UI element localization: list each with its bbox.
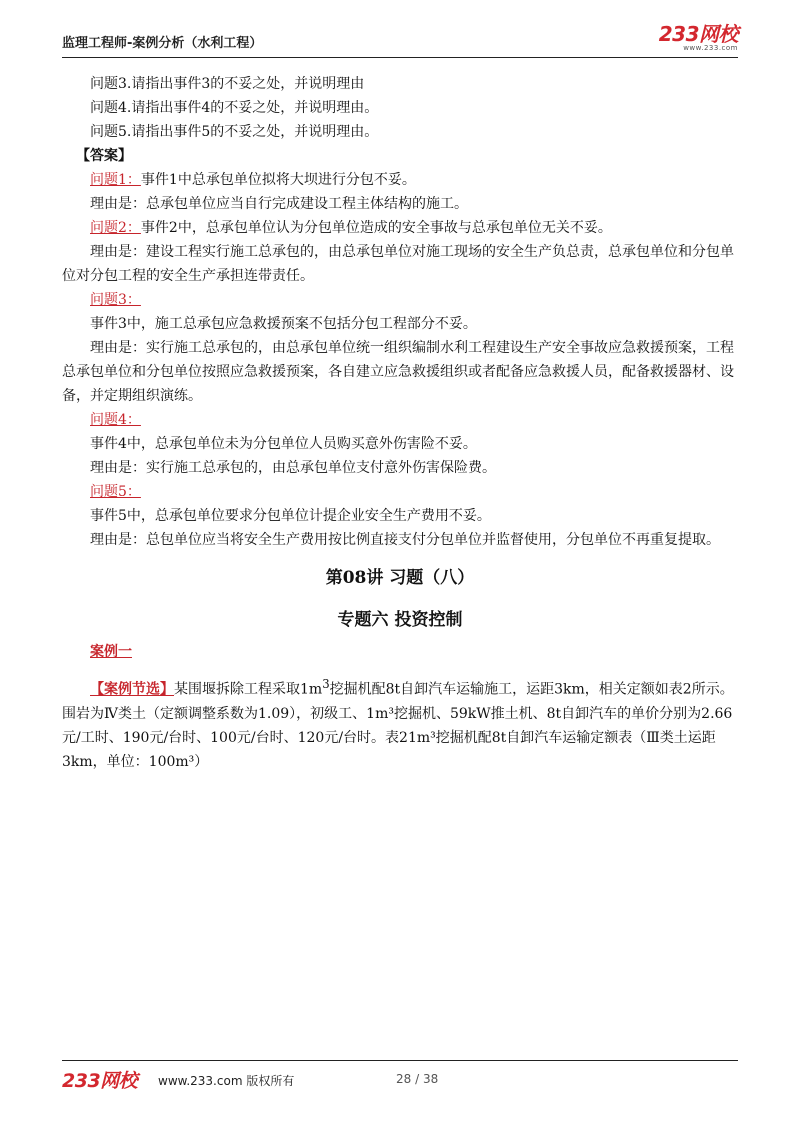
question-4: 问题4.请指出事件4的不妥之处，并说明理由。 bbox=[90, 100, 379, 116]
case-text-part-1: 某围堰拆除工程采取1m bbox=[174, 681, 323, 698]
answer-4-label: 问题4： bbox=[90, 412, 141, 428]
lecture-heading: 第08讲 习题（八） bbox=[325, 568, 475, 588]
question-5: 问题5.请指出事件5的不妥之处，并说明理由。 bbox=[90, 124, 379, 140]
question-3: 问题3.请指出事件3的不妥之处，并说明理由 bbox=[90, 76, 365, 92]
answer-3-label-line bbox=[62, 288, 738, 312]
answer-2-text: 事件2中，总承包单位认为分包单位造成的安全事故与总承包单位无关不妥。 bbox=[140, 220, 612, 236]
answer-1-reason: 理由是：总承包单位应当自行完成建设工程主体结构的施工。 bbox=[90, 196, 468, 212]
answer-5-reason: 理由是：总包单位应当将安全生产费用按比例直接支付分包单位并监督使用，分包单位不再重复提取。 bbox=[90, 532, 720, 548]
footer-logo[interactable]: 233网校 bbox=[62, 1070, 138, 1092]
brand-logo[interactable] bbox=[659, 24, 738, 53]
case-text-part-2: 挖掘机配8t自卸汽车运输施工，运距3km，相关定额如表2所示。围岩为Ⅳ类土（定额调整系数为1.09），初级工、1m³挖掘机、59kW推土机、8t自卸汽车的单价分别为2.66元/工时、190元/台时、100元/台时、120元/台时。表21m³挖掘机配8t自卸汽车运输定额表（Ⅲ类土运距3km，单位：100m³） bbox=[62, 681, 734, 770]
header-divider bbox=[62, 57, 738, 58]
answer-1-label: 问题1： bbox=[90, 172, 141, 188]
answer-1 bbox=[62, 168, 738, 192]
answer-2-reason: 理由是：建设工程实行施工总承包的，由总承包单位对施工现场的安全生产负总责，总承包单位和分包单位对分包工程的安全生产承担连带责任。 bbox=[62, 244, 734, 284]
case-paragraph bbox=[62, 672, 738, 774]
answer-5-text: 事件5中，总承包单位要求分包单位计提企业安全生产费用不妥。 bbox=[90, 508, 491, 524]
answer-3-label: 问题3： bbox=[90, 292, 141, 308]
answer-5-label: 问题5： bbox=[90, 484, 141, 500]
case-title: 案例一 bbox=[90, 644, 132, 660]
case-superscript: 3 bbox=[322, 677, 330, 691]
answer-3-reason: 理由是：实行施工总承包的，由总承包单位统一组织编制水利工程建设生产安全事故应急救援预案，工程总承包单位和分包单位按照应急救援预案，各自建立应急救援组织或者配备应急救援人员，配备救援器材、设备，并定期组织演练。 bbox=[62, 340, 734, 404]
topic-heading: 专题六 投资控制 bbox=[337, 610, 463, 630]
case-tag: 【案例节选】 bbox=[90, 681, 174, 698]
footer-divider bbox=[62, 1060, 738, 1061]
answer-5-label-line bbox=[62, 480, 738, 504]
footer-copyright: www.233.com 版权所有 bbox=[158, 1074, 295, 1088]
logo-wordmark: 233网校 bbox=[658, 22, 738, 46]
answer-4-text: 事件4中，总承包单位未为分包单位人员购买意外伤害险不妥。 bbox=[90, 436, 477, 452]
answer-heading: 【答案】 bbox=[76, 148, 132, 164]
page-number: 28 / 38 bbox=[396, 1072, 439, 1086]
answer-2-label: 问题2： bbox=[90, 220, 141, 236]
answer-2 bbox=[62, 216, 738, 240]
page-content bbox=[62, 72, 738, 774]
answer-1-text: 事件1中总承包单位拟将大坝进行分包不妥。 bbox=[140, 172, 416, 188]
logo-url: www.233.com bbox=[683, 44, 738, 52]
page-footer bbox=[62, 1066, 738, 1092]
page-header bbox=[62, 24, 738, 56]
answer-4-reason: 理由是：实行施工总承包的，由总承包单位支付意外伤害保险费。 bbox=[90, 460, 496, 476]
answer-4-label-line bbox=[62, 408, 738, 432]
answer-3-text: 事件3中，施工总承包应急救援预案不包括分包工程部分不妥。 bbox=[90, 316, 477, 332]
document-title: 监理工程师-案例分析（水利工程） bbox=[62, 36, 263, 51]
